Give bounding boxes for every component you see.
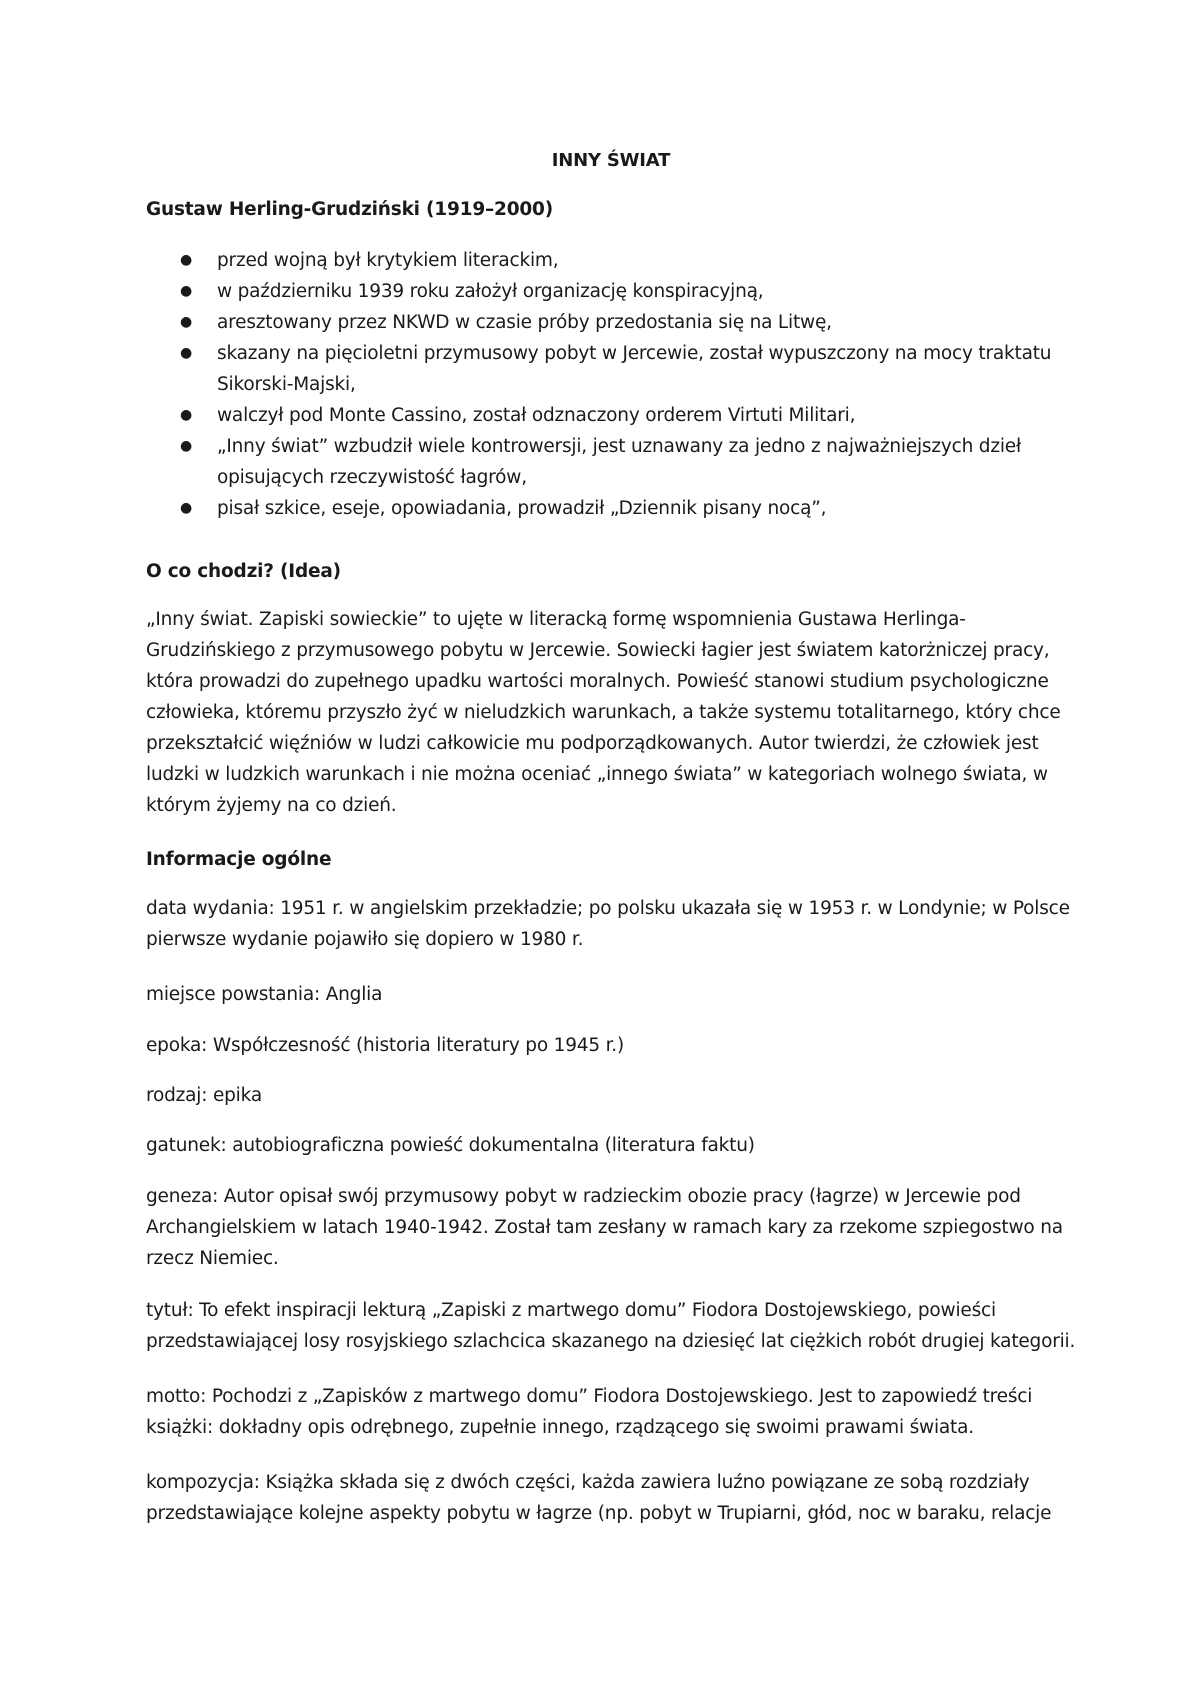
bullet-icon: ● [180,314,193,330]
list-item: ● skazany na pięcioletni przymusowy pobyt w Jercewie, został wypuszczony na mocy traktatu Sikorski-Majski, [146,338,1076,400]
idea-heading: O co chodzi? (Idea) [146,561,341,582]
list-item: ● walczył pod Monte Cassino, został odznaczony orderem Virtuti Militari, [146,400,1076,431]
bullet-icon: ● [180,407,193,423]
author-heading: Gustaw Herling-Grudziński (1919–2000) [146,199,553,220]
bullet-icon: ● [180,345,193,361]
list-item: ● aresztowany przez NKWD w czasie próby przedostania się na Litwę, [146,307,1076,338]
bullet-icon: ● [180,283,193,299]
bullet-icon: ● [180,252,193,268]
list-item: ● przed wojną był krytykiem literackim, [146,245,1076,276]
genre-paragraph: gatunek: autobiograficzna powieść dokumentalna (literatura faktu) [146,1135,755,1156]
kind-paragraph: rodzaj: epika [146,1085,262,1106]
composition-paragraph: kompozycja: Książka składa się z dwóch części, każda zawiera luźno powiązane ze sobą rozdziały przedstawiające kolejne aspekty pobytu w łagrze (np. pobyt w Trupiarni, głód, noc w baraku, relacje [146,1472,1052,1524]
biography-list [146,245,1076,524]
motto-paragraph: motto: Pochodzi z „Zapisków z martwego domu” Fiodora Dostojewskiego. Jest to zapowiedź treści książki: dokładny opis odrębnego, zupełnie innego, rządzącego się swoimi prawami świata. [146,1386,1033,1438]
list-item: ● pisał szkice, eseje, opowiadania, prowadził „Dziennik pisany nocą”, [146,493,1076,524]
info-heading: Informacje ogólne [146,849,332,870]
bullet-icon: ● [180,500,193,516]
bullet-icon: ● [180,438,193,454]
genesis-paragraph: geneza: Autor opisał swój przymusowy pobyt w radzieckim obozie pracy (łagrze) w Jercewie pod Archangielskiem w latach 1940-1942. Został tam zesłany w ramach kary za rzekome szpiegostwo na rzecz Niemiec. [146,1186,1063,1269]
list-item: ● „Inny świat” wzbudził wiele kontrowersji, jest uznawany za jedno z najważniejszych dzieł opisujących rzeczywistość łagrów, [146,431,1076,493]
title-origin-paragraph: tytuł: To efekt inspiracji lekturą „Zapiski z martwego domu” Fiodora Dostojewskiego, powieści przedstawiającej losy rosyjskiego szlachcica skazanego na dziesięć lat ciężkich robót drugiej kategorii. [146,1300,1076,1352]
publication-date-paragraph: data wydania: 1951 r. w angielskim przekładzie; po polsku ukazała się w 1953 r. w Londynie; w Polsce pierwsze wydanie pojawiło się dopiero w 1980 r. [146,898,1070,950]
place-paragraph: miejsce powstania: Anglia [146,984,383,1005]
document-title: INNY ŚWIAT [551,150,671,171]
idea-paragraph: „Inny świat. Zapiski sowieckie” to ujęte w literacką formę wspomnienia Gustawa Herlinga-Grudzińskiego z przymusowego pobytu w Jercewie. Sowiecki łagier jest światem katorżniczej pracy, która prowadzi do zupełnego upadku wartości moralnych. Powieść stanowi studium psychologiczne człowieka, któremu przyszło żyć w nieludzkich warunkach, a także systemu totalitarnego, który chce przekształcić więźniów w ludzi całkowicie mu podporządkowanych. Autor twierdzi, że człowiek jest ludzki w ludzkich warunkach i nie można oceniać „innego świata” w kategoriach wolnego świata, w którym żyjemy na co dzień. [146,609,1061,816]
list-item: ● w październiku 1939 roku założył organizację konspiracyjną, [146,276,1076,307]
epoch-paragraph: epoka: Współczesność (historia literatury po 1945 r.) [146,1035,625,1056]
